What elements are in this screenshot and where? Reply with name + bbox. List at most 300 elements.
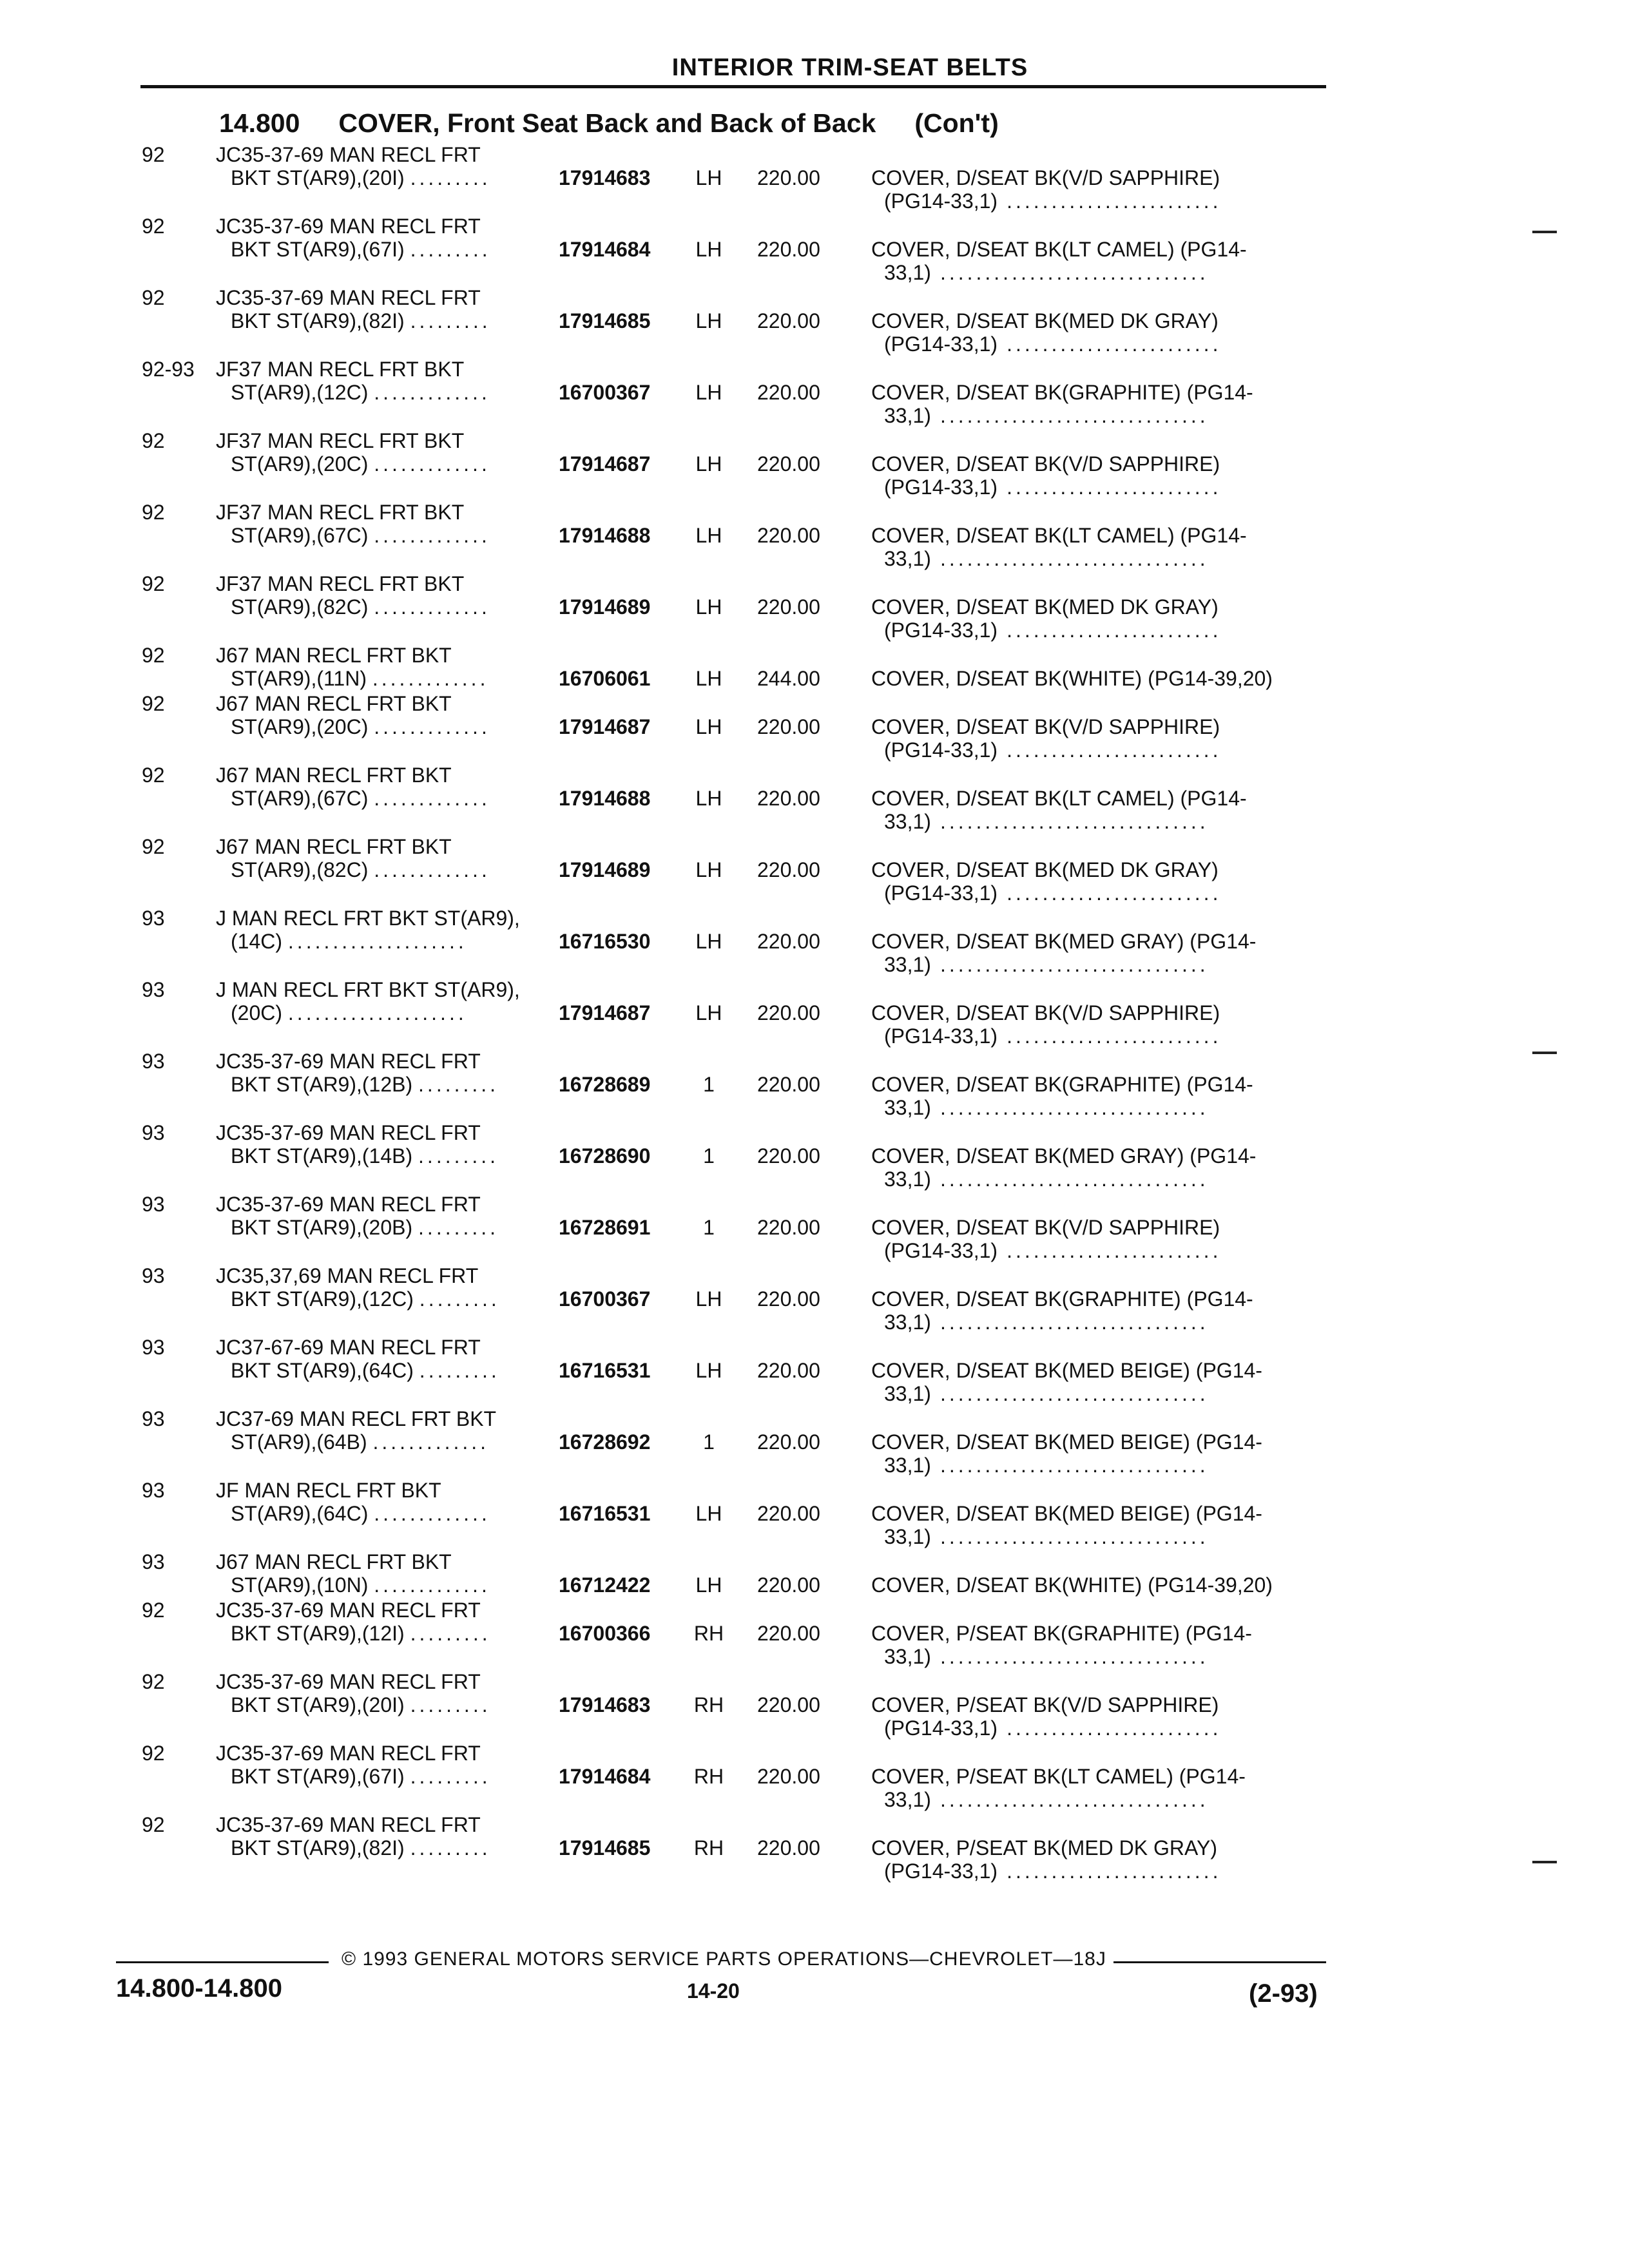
part-number: 16700367 [559,1287,651,1311]
quantity: RH [693,1693,724,1716]
model-year: 92-93 [142,358,195,381]
leader-dots: .............................. [940,1096,1209,1119]
table-row [0,641,1629,689]
description-text: (PG14-33,1) [884,332,998,356]
leader-dots: ............. [374,1573,490,1597]
table-row [0,1739,1629,1811]
description-text: 33,1) [884,547,931,570]
model-line-1: JC35-37-69 MAN RECL FRT [216,1121,481,1144]
model-line-2 [231,1073,499,1097]
part-number: 16716531 [559,1502,651,1525]
header-rule [140,85,1326,88]
model-line-1: JC37-69 MAN RECL FRT BKT [216,1407,497,1430]
model-text: BKT ST(AR9),(64C) [231,1359,414,1382]
description-line-1: COVER, D/SEAT BK(LT CAMEL) (PG14- [871,238,1247,261]
leader-dots: .............................. [940,1382,1209,1405]
part-number: 17914689 [559,595,651,619]
model-year: 93 [142,1336,165,1359]
leader-dots: ......... [418,1073,499,1096]
leader-dots: ........................ [1007,738,1222,762]
price: 220.00 [757,309,820,332]
description-text: (PG14-33,1) [884,619,998,642]
quantity: LH [695,1573,722,1597]
model-year: 92 [142,764,165,787]
leader-dots: ........................ [1007,1239,1222,1262]
leader-dots: ......... [418,1144,499,1168]
quantity: LH [695,715,722,738]
model-line-1: JC35-37-69 MAN RECL FRT [216,1599,481,1622]
leader-dots: ......... [418,1216,499,1239]
part-number: 16700367 [559,381,651,404]
description-line-1: COVER, D/SEAT BK(MED BEIGE) (PG14- [871,1502,1262,1525]
model-year: 92 [142,1599,165,1622]
price: 220.00 [757,1001,820,1024]
model-line-1: J67 MAN RECL FRT BKT [216,644,452,667]
description-line-2 [884,404,1209,428]
quantity: LH [695,166,722,189]
model-year: 92 [142,143,165,166]
description-line-1: COVER, D/SEAT BK(V/D SAPPHIRE) [871,1001,1220,1024]
leader-dots: ......... [410,309,491,332]
model-text: ST(AR9),(67C) [231,787,369,810]
price: 220.00 [757,1359,820,1382]
leader-dots: ............. [374,595,490,619]
model-line-1: JF37 MAN RECL FRT BKT [216,501,465,524]
leader-dots: ............. [372,667,489,690]
model-line-1: JF37 MAN RECL FRT BKT [216,429,465,452]
description-line-1: COVER, D/SEAT BK(LT CAMEL) (PG14- [871,787,1247,810]
price: 220.00 [757,166,820,189]
model-line-2 [231,1573,490,1597]
model-text: ST(AR9),(82C) [231,858,369,881]
model-line-2 [231,1287,500,1311]
quantity: 1 [703,1144,715,1168]
table-row [0,1811,1629,1882]
description-text: (PG14-33,1) [884,738,998,762]
quantity: LH [695,1287,722,1311]
model-line-1: J67 MAN RECL FRT BKT [216,764,452,787]
model-line-2 [231,1502,490,1526]
part-number: 16728692 [559,1430,651,1454]
model-year: 92 [142,835,165,858]
model-line-1: JC35-37-69 MAN RECL FRT [216,143,481,166]
leader-dots: .................... [287,930,467,953]
description-line-2 [884,1096,1209,1120]
model-line-2 [231,1001,467,1025]
table-row [0,1190,1629,1262]
price: 220.00 [757,858,820,881]
part-number: 16712422 [559,1573,651,1597]
description-text: (PG14-33,1) [884,1860,998,1883]
description-line-1: COVER, D/SEAT BK(MED DK GRAY) [871,858,1219,881]
description-text: 33,1) [884,1096,931,1119]
model-text: BKT ST(AR9),(67I) [231,1765,405,1788]
model-text: BKT ST(AR9),(82I) [231,309,405,332]
price: 220.00 [757,524,820,547]
model-text: (20C) [231,1001,283,1024]
description-line-2 [884,881,1221,905]
model-year: 92 [142,286,165,309]
description-line-1: COVER, D/SEAT BK(MED DK GRAY) [871,309,1219,332]
description-text: 33,1) [884,1168,931,1191]
quantity: LH [695,309,722,332]
leader-dots: ......... [419,1287,500,1311]
description-text: (PG14-33,1) [884,1716,998,1740]
price: 220.00 [757,1765,820,1788]
description-line-2 [884,547,1209,571]
model-year: 93 [142,1550,165,1573]
leader-dots: .............................. [940,1454,1209,1477]
price: 220.00 [757,1836,820,1860]
model-year: 92 [142,215,165,238]
model-year: 93 [142,978,165,1001]
part-number: 17914683 [559,166,651,189]
model-line-1: JC35-37-69 MAN RECL FRT [216,1670,481,1693]
description-line-2 [884,953,1209,977]
section-number: 14.800 [219,108,300,138]
model-line-1: J67 MAN RECL FRT BKT [216,692,452,715]
leader-dots: ............. [374,858,490,881]
description-line-1: COVER, P/SEAT BK(V/D SAPPHIRE) [871,1693,1219,1716]
description-line-2 [884,1454,1209,1477]
table-row [0,1405,1629,1476]
price: 220.00 [757,1502,820,1525]
leader-dots: ......... [410,1765,491,1788]
table-row [0,355,1629,427]
model-line-2 [231,452,490,476]
leader-dots: ......... [410,1836,491,1860]
description-text: (PG14-33,1) [884,1024,998,1048]
model-text: BKT ST(AR9),(14B) [231,1144,413,1168]
table-row [0,1596,1629,1667]
description-line-2 [884,619,1221,642]
leader-dots: ............. [374,381,490,404]
leader-dots: .............................. [940,261,1209,284]
leader-dots: ............. [374,524,490,547]
model-year: 92 [142,644,165,667]
model-year: 92 [142,1813,165,1836]
footer-date: (2-93) [1249,1979,1318,2008]
price: 220.00 [757,595,820,619]
description-line-2 [884,1525,1209,1549]
description-text: 33,1) [884,1645,931,1668]
model-line-2 [231,1622,491,1646]
description-line-2 [884,1382,1209,1406]
description-text: (PG14-33,1) [884,1239,998,1262]
table-row [0,904,1629,975]
quantity: RH [693,1836,724,1860]
part-number: 16716530 [559,930,651,953]
description-text: 33,1) [884,261,931,284]
section-continued: (Con't) [914,108,999,138]
model-line-2 [231,595,490,619]
quantity: LH [695,524,722,547]
description-line-2 [884,738,1221,762]
model-year: 92 [142,501,165,524]
model-text: ST(AR9),(82C) [231,595,369,619]
price: 220.00 [757,1430,820,1454]
leader-dots: ........................ [1007,1024,1222,1048]
model-line-2 [231,858,490,882]
description-line-1: COVER, P/SEAT BK(GRAPHITE) (PG14- [871,1622,1252,1645]
description-line-2 [884,1168,1209,1191]
description-line-1: COVER, D/SEAT BK(WHITE) (PG14-39,20) [871,1573,1273,1597]
description-text: (PG14-33,1) [884,189,998,213]
quantity: 1 [703,1216,715,1239]
part-number: 16728689 [559,1073,651,1096]
description-line-1: COVER, D/SEAT BK(WHITE) (PG14-39,20) [871,667,1273,690]
model-line-2 [231,524,490,548]
price: 220.00 [757,1216,820,1239]
model-line-2 [231,1359,500,1383]
quantity: LH [695,858,722,881]
description-text: (PG14-33,1) [884,476,998,499]
table-row [0,975,1629,1047]
quantity: RH [693,1765,724,1788]
part-number: 17914688 [559,524,651,547]
table-row [0,761,1629,832]
leader-dots: .............................. [940,1168,1209,1191]
model-text: BKT ST(AR9),(20I) [231,1693,405,1716]
description-line-2 [884,1239,1221,1263]
table-row [0,284,1629,355]
description-line-2 [884,189,1221,213]
model-line-1: J MAN RECL FRT BKT ST(AR9), [216,978,520,1001]
model-line-1: JC37-67-69 MAN RECL FRT [216,1336,481,1359]
quantity: LH [695,1359,722,1382]
leader-dots: .............................. [940,1525,1209,1548]
price: 220.00 [757,715,820,738]
model-line-1: JC35,37,69 MAN RECL FRT [216,1264,479,1287]
model-text: ST(AR9),(64C) [231,1502,369,1525]
table-row [0,1047,1629,1119]
model-text: BKT ST(AR9),(12B) [231,1073,413,1096]
leader-dots: ......... [410,1622,491,1645]
model-text: ST(AR9),(67C) [231,524,369,547]
part-number: 17914684 [559,238,651,261]
price: 220.00 [757,238,820,261]
description-text: 33,1) [884,810,931,833]
quantity: LH [695,667,722,690]
leader-dots: ........................ [1007,619,1222,642]
quantity: LH [695,1502,722,1525]
model-line-2 [231,667,488,691]
table-row [0,1476,1629,1548]
model-text: BKT ST(AR9),(67I) [231,238,405,261]
page-header-title: INTERIOR TRIM-SEAT BELTS [671,54,1028,81]
model-year: 93 [142,1479,165,1502]
description-line-2 [884,1645,1209,1669]
footer-rule-left [116,1961,329,1963]
price: 220.00 [757,1287,820,1311]
model-text: ST(AR9),(20C) [231,715,369,738]
table-row [0,832,1629,904]
part-number: 17914685 [559,1836,651,1860]
model-line-2 [231,166,491,190]
leader-dots: ......... [410,238,491,261]
model-text: BKT ST(AR9),(12I) [231,1622,405,1645]
leader-dots: .............................. [940,953,1209,976]
model-line-2 [231,930,467,954]
quantity: LH [695,595,722,619]
table-row [0,1262,1629,1333]
quantity: 1 [703,1430,715,1454]
table-row [0,1667,1629,1739]
model-year: 93 [142,1121,165,1144]
footer-copyright: © 1993 GENERAL MOTORS SERVICE PARTS OPERATIONS—CHEVROLET—18J [342,1948,1106,1970]
footer-section-range: 14.800-14.800 [116,1974,283,2003]
description-line-1: COVER, D/SEAT BK(MED BEIGE) (PG14- [871,1430,1262,1454]
price: 220.00 [757,787,820,810]
section-title: COVER, Front Seat Back and Back of Back [338,108,876,138]
description-line-2 [884,1788,1209,1812]
margin-mark [1532,231,1557,233]
description-line-2 [884,1311,1209,1334]
price: 220.00 [757,381,820,404]
leader-dots: ........................ [1007,476,1222,499]
description-line-1: COVER, D/SEAT BK(V/D SAPPHIRE) [871,1216,1220,1239]
part-number: 17914684 [559,1765,651,1788]
description-line-2 [884,261,1209,285]
model-line-1: JC35-37-69 MAN RECL FRT [216,1050,481,1073]
description-line-1: COVER, P/SEAT BK(LT CAMEL) (PG14- [871,1765,1246,1788]
model-text: ST(AR9),(64B) [231,1430,367,1454]
model-line-1: JC35-37-69 MAN RECL FRT [216,1813,481,1836]
model-line-1: JC35-37-69 MAN RECL FRT [216,286,481,309]
price: 220.00 [757,930,820,953]
footer-rule-right [1113,1961,1326,1963]
model-line-2 [231,1216,499,1240]
model-line-2 [231,1430,489,1454]
model-line-2 [231,309,491,333]
description-line-1: COVER, D/SEAT BK(V/D SAPPHIRE) [871,452,1220,476]
leader-dots: ............. [372,1430,490,1454]
description-line-1: COVER, D/SEAT BK(MED GRAY) (PG14- [871,1144,1257,1168]
description-line-2 [884,332,1221,356]
model-year: 93 [142,1264,165,1287]
leader-dots: ............. [374,715,490,738]
part-number: 16700366 [559,1622,651,1645]
leader-dots: ......... [410,166,491,189]
model-line-2 [231,381,490,405]
table-row [0,140,1629,212]
description-text: 33,1) [884,1454,931,1477]
part-number: 17914687 [559,715,651,738]
model-year: 93 [142,1407,165,1430]
model-text: ST(AR9),(20C) [231,452,369,476]
model-line-2 [231,1836,491,1860]
model-line-2 [231,1765,491,1789]
model-text: BKT ST(AR9),(20B) [231,1216,413,1239]
price: 220.00 [757,1573,820,1597]
description-line-1: COVER, D/SEAT BK(GRAPHITE) (PG14- [871,1287,1253,1311]
model-line-1: J MAN RECL FRT BKT ST(AR9), [216,907,520,930]
model-year: 93 [142,1193,165,1216]
table-row [0,212,1629,284]
leader-dots: ........................ [1007,189,1222,213]
model-text: ST(AR9),(10N) [231,1573,369,1597]
table-row [0,1333,1629,1405]
part-number: 17914685 [559,309,651,332]
leader-dots: .............................. [940,1311,1209,1334]
model-line-2 [231,238,491,262]
description-text: 33,1) [884,1311,931,1334]
model-year: 92 [142,572,165,595]
quantity: LH [695,787,722,810]
part-number: 16706061 [559,667,651,690]
description-line-1: COVER, D/SEAT BK(V/D SAPPHIRE) [871,166,1220,189]
model-text: (14C) [231,930,283,953]
leader-dots: ......... [419,1359,500,1382]
price: 244.00 [757,667,820,690]
leader-dots: .............................. [940,1788,1209,1811]
model-year: 93 [142,1050,165,1073]
description-line-1: COVER, D/SEAT BK(V/D SAPPHIRE) [871,715,1220,738]
leader-dots: .............................. [940,810,1209,833]
leader-dots: ............. [374,787,490,810]
description-text: 33,1) [884,404,931,427]
leader-dots: .............................. [940,404,1209,427]
description-text: (PG14-33,1) [884,881,998,905]
leader-dots: ........................ [1007,1716,1222,1740]
part-number: 17914687 [559,1001,651,1024]
leader-dots: ........................ [1007,332,1222,356]
part-number: 16728690 [559,1144,651,1168]
model-line-1: JC35-37-69 MAN RECL FRT [216,1742,481,1765]
description-line-2 [884,1716,1221,1740]
table-row [0,689,1629,761]
model-text: ST(AR9),(11N) [231,667,367,690]
description-line-2 [884,810,1209,834]
model-text: BKT ST(AR9),(20I) [231,166,405,189]
model-line-1: JF37 MAN RECL FRT BKT [216,358,465,381]
quantity: 1 [703,1073,715,1096]
part-number: 16728691 [559,1216,651,1239]
table-row [0,1119,1629,1190]
model-line-1: JF MAN RECL FRT BKT [216,1479,441,1502]
description-text: 33,1) [884,1382,931,1405]
quantity: LH [695,930,722,953]
price: 220.00 [757,1073,820,1096]
model-year: 92 [142,692,165,715]
description-text: 33,1) [884,1525,931,1548]
table-row [0,570,1629,641]
description-line-1: COVER, P/SEAT BK(MED DK GRAY) [871,1836,1217,1860]
table-row [0,427,1629,498]
part-number: 17914688 [559,787,651,810]
model-year: 92 [142,1670,165,1693]
leader-dots: ............. [374,1502,490,1525]
part-number: 16716531 [559,1359,651,1382]
leader-dots: .............................. [940,1645,1209,1668]
part-number: 17914683 [559,1693,651,1716]
leader-dots: .................... [287,1001,467,1024]
table-row [0,1548,1629,1596]
model-year: 93 [142,907,165,930]
leader-dots: ........................ [1007,881,1222,905]
leader-dots: ........................ [1007,1860,1222,1883]
model-line-2 [231,715,490,739]
quantity: RH [693,1622,724,1645]
model-text: BKT ST(AR9),(12C) [231,1287,414,1311]
description-line-1: COVER, D/SEAT BK(MED GRAY) (PG14- [871,930,1257,953]
quantity: LH [695,1001,722,1024]
section-heading [219,108,1037,139]
part-number: 17914687 [559,452,651,476]
model-line-1: JC35-37-69 MAN RECL FRT [216,215,481,238]
model-year: 92 [142,1742,165,1765]
margin-mark [1532,1861,1557,1863]
